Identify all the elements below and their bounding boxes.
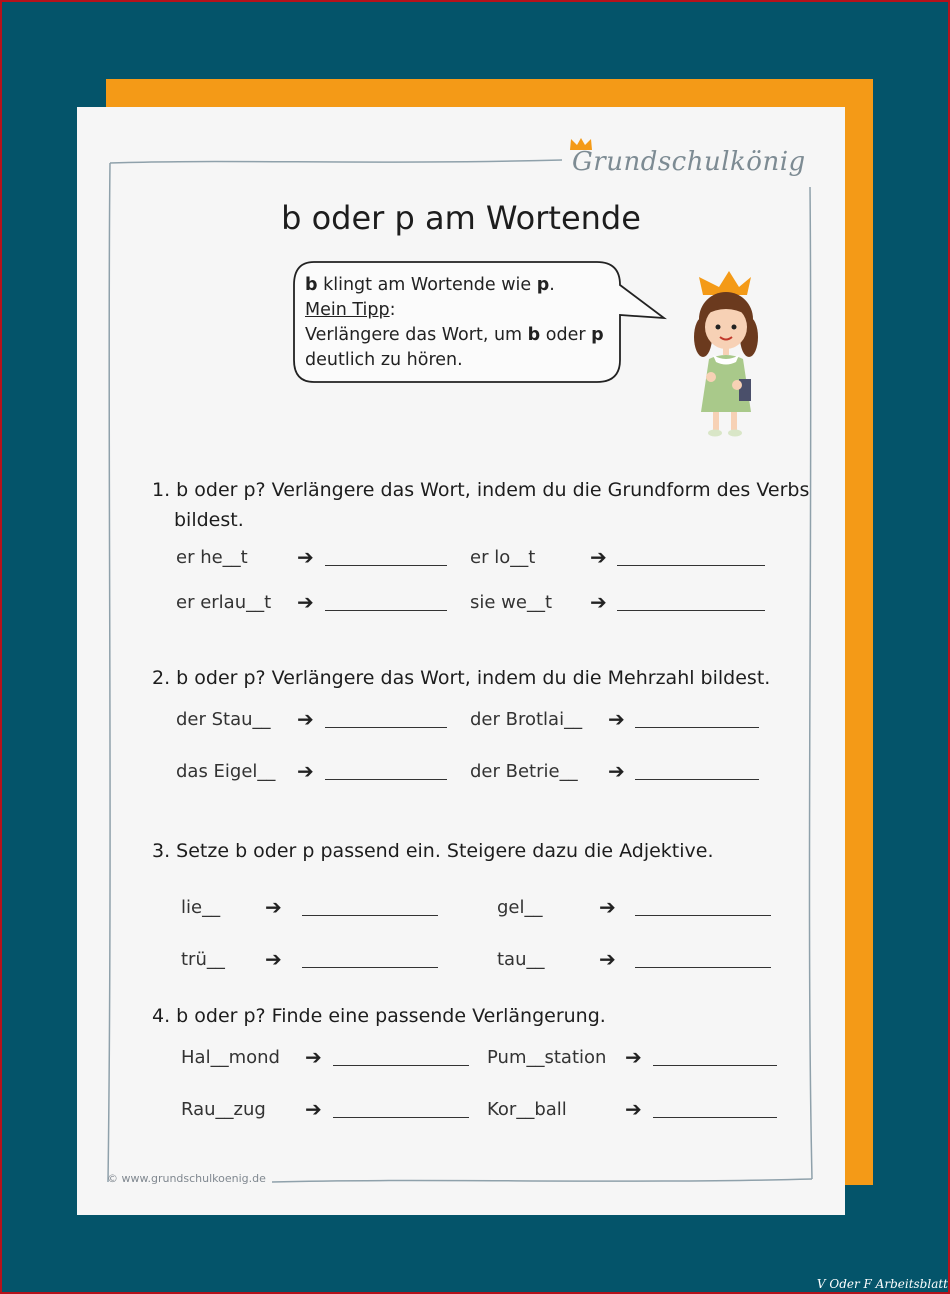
arrow-icon: ➔ (305, 1045, 322, 1069)
arrow-icon: ➔ (625, 1045, 642, 1069)
answer-line[interactable] (653, 1117, 777, 1118)
answer-line[interactable] (635, 727, 759, 728)
arrow-icon: ➔ (265, 895, 282, 919)
task-4-item-3: Rau__zug (181, 1099, 266, 1120)
tip-text (305, 273, 604, 373)
brand-logo-text: Grundschulkönig (572, 147, 806, 177)
task-4-item-4: Kor__ball (487, 1099, 567, 1120)
tip-line-1: b klingt am Wortende wie p. (305, 275, 555, 295)
task-1-item-2: er lo__t (470, 547, 536, 568)
answer-line[interactable] (333, 1065, 469, 1066)
answer-line[interactable] (302, 915, 438, 916)
footer-copyright: © www.grundschulkoenig.de (107, 1172, 266, 1185)
tip-line-3: Verlängere das Wort, um b oder p (305, 325, 604, 345)
arrow-icon: ➔ (590, 590, 607, 614)
task-2-item-1: der Stau__ (176, 709, 271, 730)
arrow-icon: ➔ (608, 759, 625, 783)
answer-line[interactable] (325, 610, 447, 611)
task-3-item-2: gel__ (497, 897, 543, 918)
worksheet-page (77, 107, 845, 1215)
task-2-item-2: der Brotlai__ (470, 709, 583, 730)
answer-line[interactable] (333, 1117, 469, 1118)
task-3-item-4: tau__ (497, 949, 545, 970)
answer-line[interactable] (653, 1065, 777, 1066)
task-4-title: 4. b oder p? Finde eine passende Verlängerung. (152, 1005, 606, 1027)
task-1-item-4: sie we__t (470, 592, 553, 613)
task-3-title: 3. Setze b oder p passend ein. Steigere dazu die Adjektive. (152, 840, 714, 862)
corner-caption: V Oder F Arbeitsblatt (816, 1277, 948, 1291)
answer-line[interactable] (325, 565, 447, 566)
arrow-icon: ➔ (608, 707, 625, 731)
task-1-item-3: er erlau__t (176, 592, 272, 613)
task-3-item-1: lie__ (181, 897, 221, 918)
task-2-item-3: das Eigel__ (176, 761, 276, 782)
arrow-icon: ➔ (265, 947, 282, 971)
answer-line[interactable] (617, 565, 765, 566)
arrow-icon: ➔ (305, 1097, 322, 1121)
task-2-title: 2. b oder p? Verlängere das Wort, indem du die Mehrzahl bildest. (152, 667, 771, 689)
answer-line[interactable] (635, 779, 759, 780)
task-3-item-3: trü__ (181, 949, 225, 970)
arrow-icon: ➔ (625, 1097, 642, 1121)
worksheet-title: b oder p am Wortende (281, 199, 641, 237)
girl-with-crown-illustration (689, 267, 769, 442)
arrow-icon: ➔ (599, 895, 616, 919)
task-1-item-1: er he__t (176, 547, 248, 568)
answer-line[interactable] (635, 915, 771, 916)
arrow-icon: ➔ (297, 590, 314, 614)
task-2-item-4: der Betrie__ (470, 761, 578, 782)
task-4-item-2: Pum__station (487, 1047, 607, 1068)
answer-line[interactable] (325, 779, 447, 780)
answer-line[interactable] (325, 727, 447, 728)
task-1-title: 1. b oder p? Verlängere das Wort, indem du die Grundform des Verbs bildest. (152, 479, 810, 531)
answer-line[interactable] (302, 967, 438, 968)
arrow-icon: ➔ (297, 545, 314, 569)
answer-line[interactable] (617, 610, 765, 611)
task-4-item-1: Hal__mond (181, 1047, 280, 1068)
arrow-icon: ➔ (590, 545, 607, 569)
arrow-icon: ➔ (297, 759, 314, 783)
answer-line[interactable] (635, 967, 771, 968)
tip-line-2: Mein Tipp: (305, 300, 396, 320)
arrow-icon: ➔ (297, 707, 314, 731)
arrow-icon: ➔ (599, 947, 616, 971)
tip-line-4: deutlich zu hören. (305, 350, 463, 370)
